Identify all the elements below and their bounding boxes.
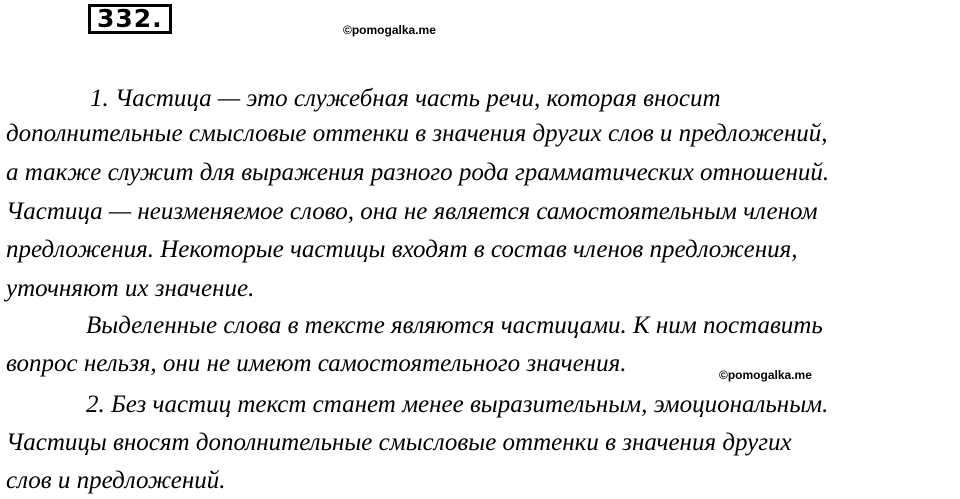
text-line: Частицы вносят дополнительные смысловые оттенки в значения других [6,429,792,456]
watermark-inline: ©pomogalka.me [719,368,812,382]
text-line: Выделенные слова в тексте являются частицами. К ним поставить [86,312,823,339]
task-number: 332. [88,4,172,34]
text-line: вопрос нельзя, они не имеют самостоятельного значения. [6,350,627,377]
text-line: 2. Без частиц текст станет менее выразительным, эмоциональным. [86,391,829,418]
text-line: дополнительные смысловые оттенки в значения других слов и предложений, [6,120,828,147]
text-line: а также служит для выражения разного рода грамматических отношений. [6,159,830,186]
text-line: предложения. Некоторые частицы входят в состав членов предложения, [6,236,798,263]
text-line: 1. Частица — это служебная часть речи, которая вносит [90,85,721,112]
watermark-top: ©pomogalka.me [343,23,436,37]
text-line: Частица — неизменяемое слово, она не является самостоятельным членом [6,198,818,225]
text-line: слов и предложений. [6,467,226,494]
text-line: уточняют их значение. [6,275,255,302]
